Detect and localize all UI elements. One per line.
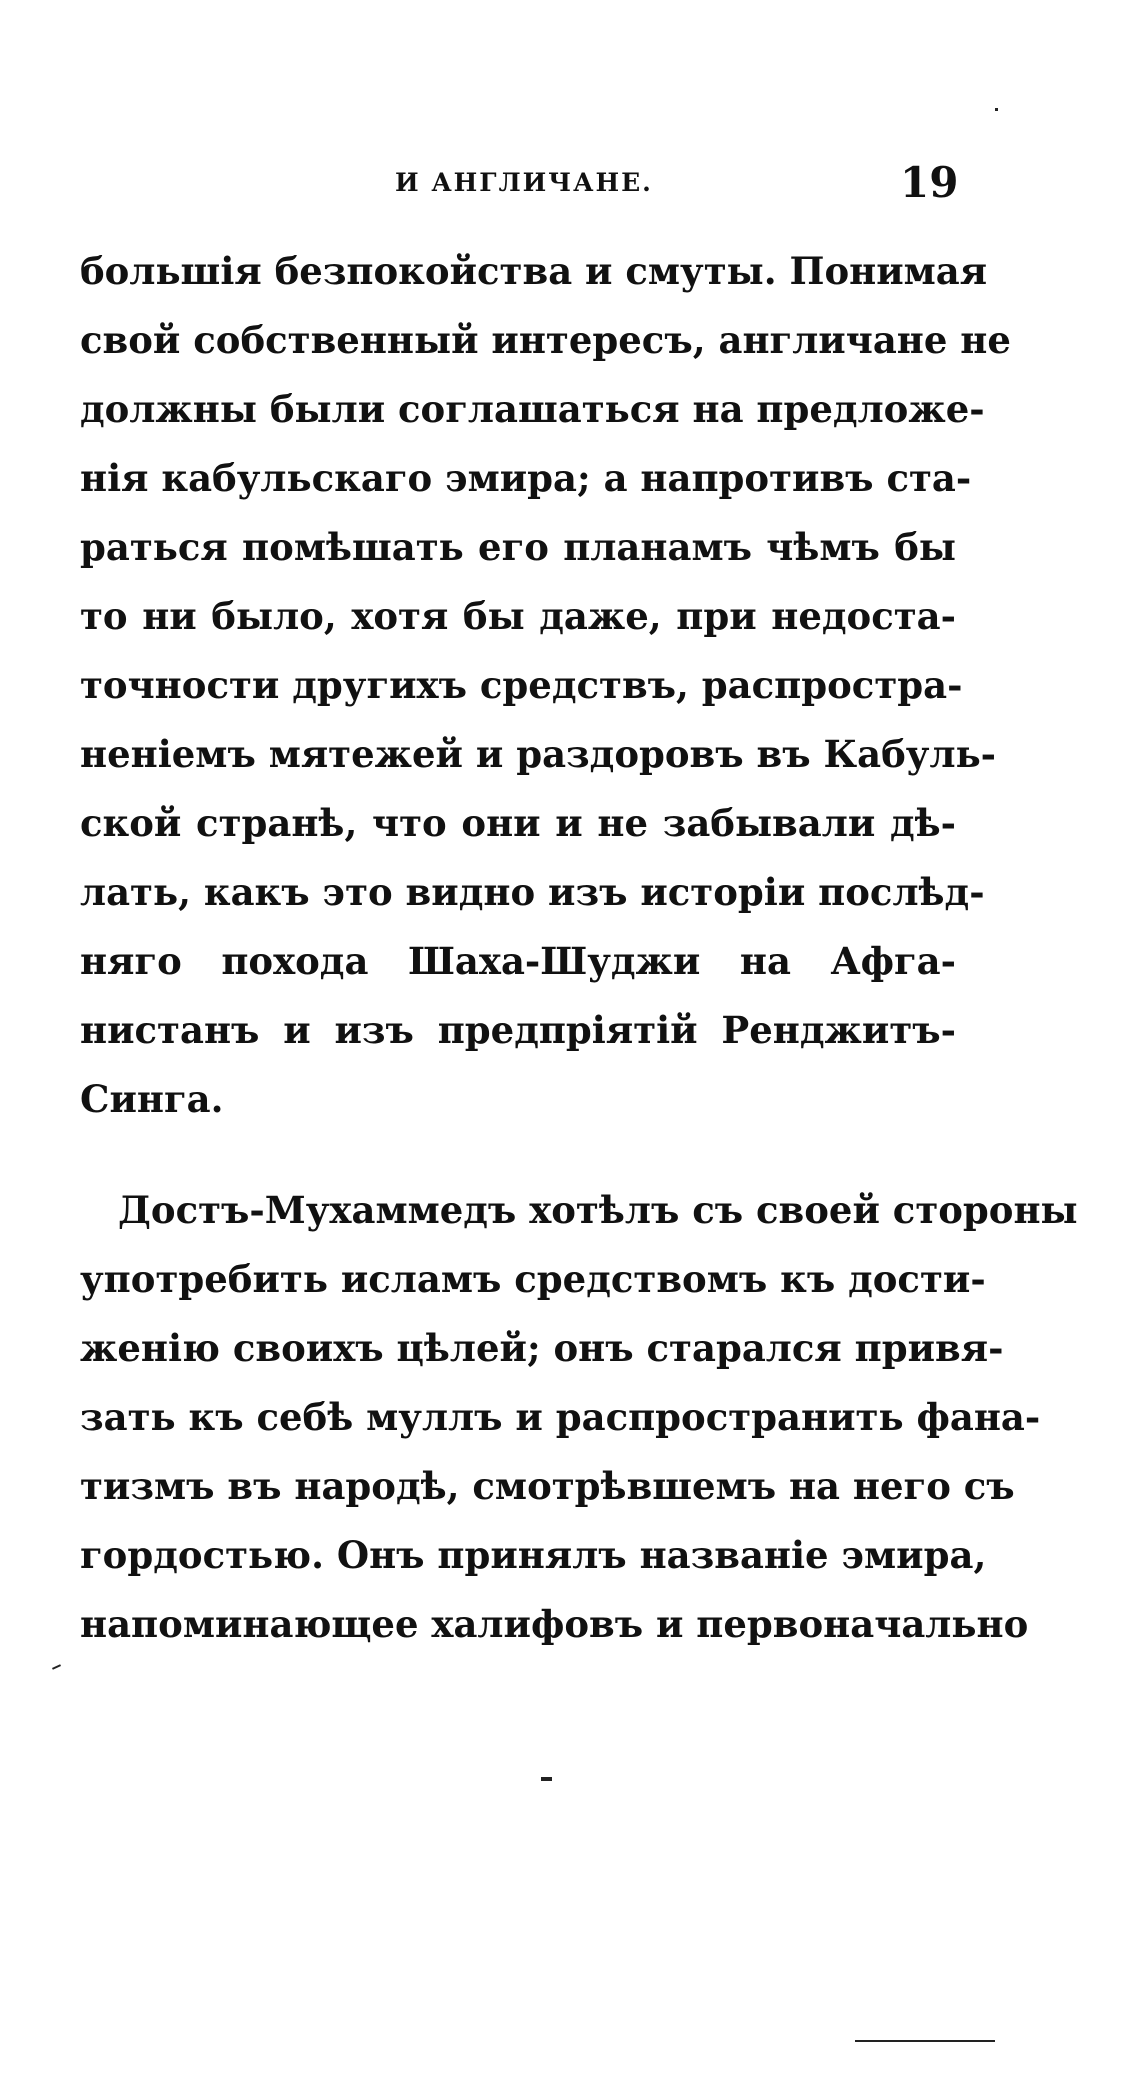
text-line: точности другихъ средствъ, распростра- xyxy=(80,663,963,707)
text-line: раться помѣшать его планамъ чѣмъ бы xyxy=(80,525,956,569)
text-line: зать къ себѣ муллъ и распространить фана- xyxy=(80,1395,1041,1439)
text-line: няго похода Шаха-Шуджи на Афга- xyxy=(80,939,956,983)
text-line: то ни было, хотя бы даже, при недоста- xyxy=(80,594,956,638)
text-line: напоминающее халифовъ и первоначально xyxy=(80,1602,1029,1646)
scan-speck xyxy=(995,108,998,111)
text-line: Достъ-Мухаммедъ хотѣлъ съ своей стороны xyxy=(118,1188,1078,1232)
text-line: должны были соглашаться на предложе- xyxy=(80,387,985,431)
scan-speck xyxy=(541,1777,552,1781)
text-line: неніемъ мятежей и раздоровъ въ Кабуль- xyxy=(80,732,997,776)
text-line: нистанъ и изъ предпріятій Ренджитъ- xyxy=(80,1008,956,1052)
paragraph-2 xyxy=(80,1176,1078,1659)
running-title: И АНГЛИЧАНЕ. xyxy=(395,168,653,197)
text-line: женію своихъ цѣлей; онъ старался привя- xyxy=(80,1326,1004,1370)
text-line: употребить исламъ средствомъ къ дости- xyxy=(80,1257,986,1301)
text-line: большія безпокойства и смуты. Понимая xyxy=(80,249,988,293)
paragraph-1 xyxy=(80,237,1011,1134)
bottom-rule xyxy=(855,2040,995,2042)
text-line: ской странѣ, что они и не забывали дѣ- xyxy=(80,801,956,845)
page-number: 19 xyxy=(900,158,959,207)
text-line: тизмъ въ народѣ, смотрѣвшемъ на него съ xyxy=(80,1464,1015,1508)
text-line: гордостью. Онъ принялъ названіе эмира, xyxy=(80,1533,987,1577)
text-line: свой собственный интересъ, англичане не xyxy=(80,318,1011,362)
text-line: лать, какъ это видно изъ исторіи послѣд- xyxy=(80,870,985,914)
text-line: Синга. xyxy=(80,1077,224,1121)
text-line: нія кабульскаго эмира; а напротивъ ста- xyxy=(80,456,972,500)
scan-speck xyxy=(52,1664,61,1670)
